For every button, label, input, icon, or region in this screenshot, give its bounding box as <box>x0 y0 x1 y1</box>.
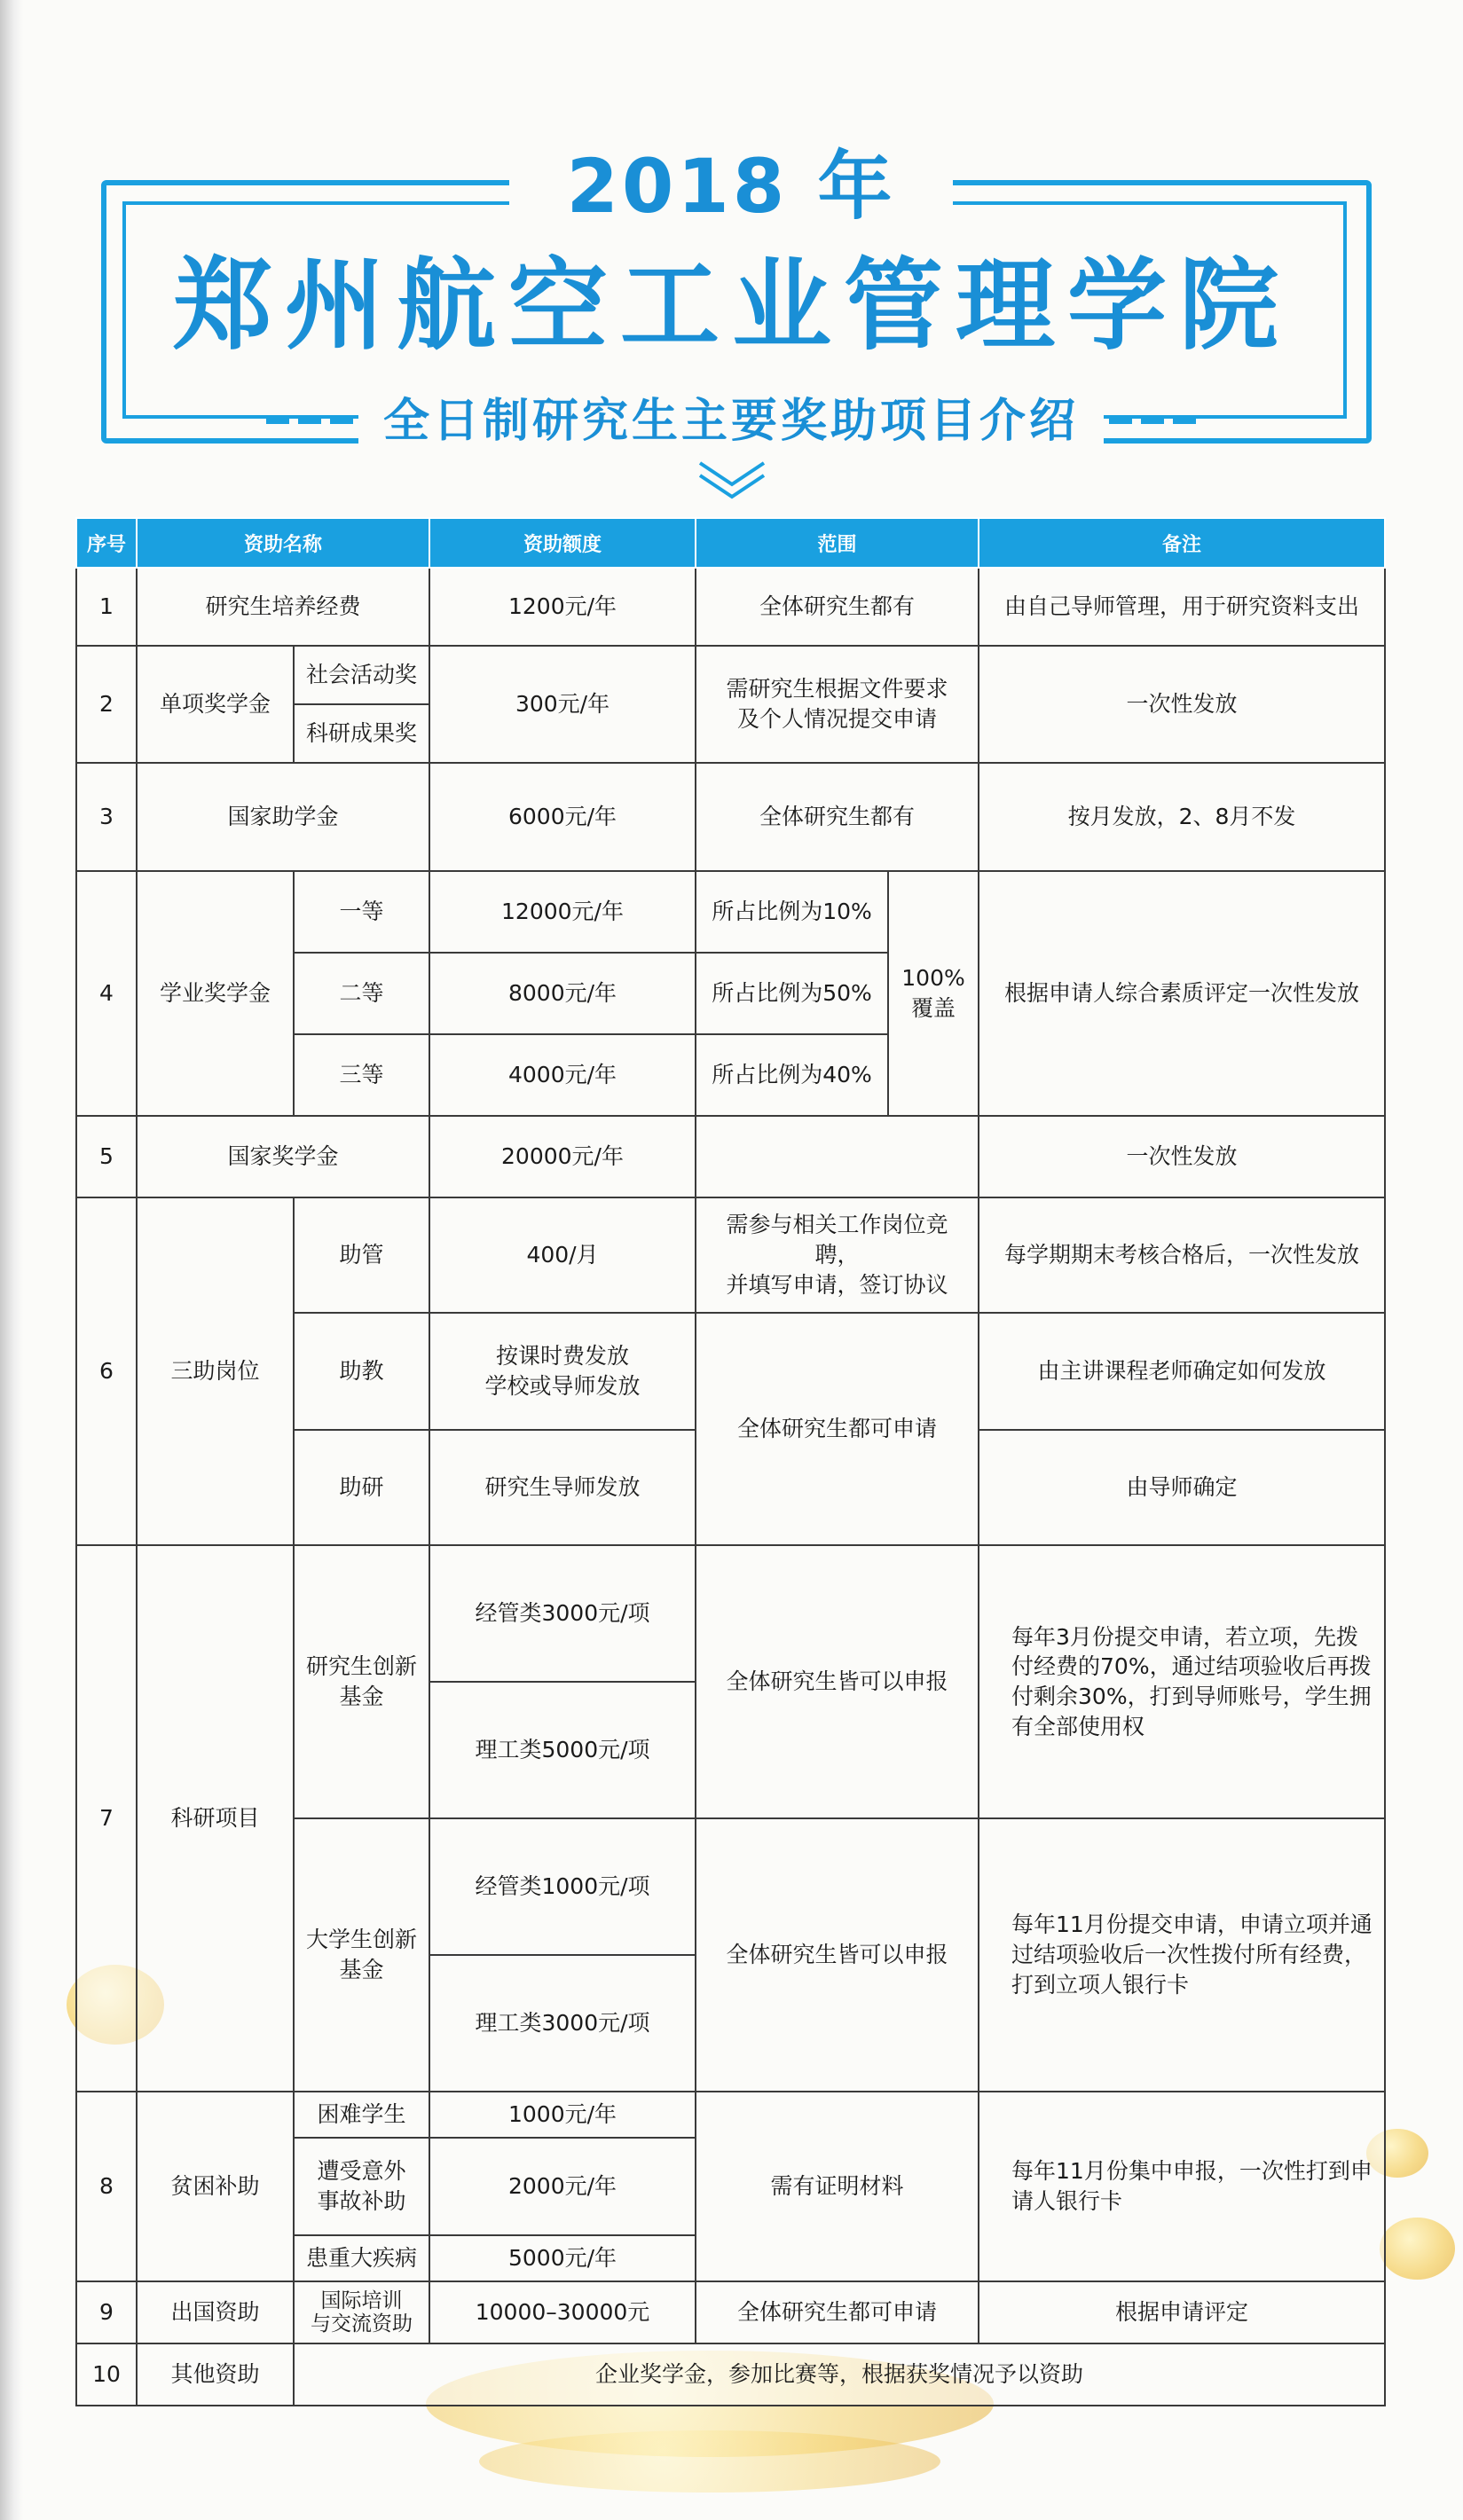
row-amount: 4000元/年 <box>429 1034 696 1116</box>
row-role: 助教 <box>294 1313 429 1430</box>
row-coverage: 100% 覆盖 <box>888 871 979 1116</box>
table-row <box>76 1116 1385 1197</box>
row-fund: 大学生创新 基金 <box>294 1818 429 2092</box>
row-type: 遭受意外 事故补助 <box>294 2138 429 2235</box>
row-scope: 需研究生根据文件要求 及个人情况提交申请 <box>696 646 979 763</box>
row-amount: 10000–30000元 <box>429 2281 696 2343</box>
row-ratio: 所占比例为50% <box>696 953 888 1034</box>
row-ratio: 所占比例为40% <box>696 1034 888 1116</box>
row-note: 由主讲课程老师确定如何发放 <box>979 1313 1385 1430</box>
row-note: 企业奖学金，参加比赛等，根据获奖情况予以资助 <box>294 2343 1385 2406</box>
row-type: 患重大疾病 <box>294 2235 429 2281</box>
row-note: 一次性发放 <box>979 1116 1385 1197</box>
table-row <box>76 568 1385 646</box>
row-no: 6 <box>76 1197 137 1545</box>
row-amount: 经管类1000元/项 <box>429 1818 696 1955</box>
table-row <box>76 1545 1385 1682</box>
row-amount: 8000元/年 <box>429 953 696 1034</box>
table-row <box>76 763 1385 871</box>
subtitle: 全日制研究生主要奖助项目介绍 <box>358 390 1104 452</box>
row-no: 7 <box>76 1545 137 2092</box>
row-scope: 全体研究生都可申请 <box>696 1313 979 1545</box>
header-name: 资助名称 <box>137 518 429 568</box>
table-row <box>76 871 1385 953</box>
row-scope: 需有证明材料 <box>696 2092 979 2281</box>
row-note: 一次性发放 <box>979 646 1385 763</box>
row-amount: 理工类3000元/项 <box>429 1955 696 2092</box>
row-ratio: 所占比例为10% <box>696 871 888 953</box>
school-title: 郑州航空工业管理学院 <box>173 248 1291 364</box>
row-note: 根据申请评定 <box>979 2281 1385 2343</box>
header-scope: 范围 <box>696 518 979 568</box>
header-note: 备注 <box>979 518 1385 568</box>
page-edge-shadow <box>0 0 23 2520</box>
row-amount: 按课时费发放 学校或导师发放 <box>429 1313 696 1430</box>
coin-decoration <box>479 2430 940 2493</box>
row-amount: 经管类3000元/项 <box>429 1545 696 1682</box>
row-subname: 国际培训 与交流资助 <box>294 2281 429 2343</box>
row-role: 助研 <box>294 1430 429 1545</box>
row-amount: 5000元/年 <box>429 2235 696 2281</box>
row-amount: 12000元/年 <box>429 871 696 953</box>
dash-divider-right <box>1109 419 1198 424</box>
row-fund: 研究生创新 基金 <box>294 1545 429 1818</box>
row-no: 4 <box>76 871 137 1116</box>
coin-decoration <box>1380 2218 1455 2280</box>
row-amount: 400/月 <box>429 1197 696 1313</box>
row-subname: 科研成果奖 <box>294 704 429 763</box>
row-name: 其他资助 <box>137 2343 294 2406</box>
table-row <box>76 2343 1385 2406</box>
table-row <box>76 646 1385 704</box>
row-no: 10 <box>76 2343 137 2406</box>
row-note: 根据申请人综合素质评定一次性发放 <box>979 871 1385 1116</box>
header-amount: 资助额度 <box>429 518 696 568</box>
row-grade: 一等 <box>294 871 429 953</box>
header-no: 序号 <box>76 518 137 568</box>
row-name: 出国资助 <box>137 2281 294 2343</box>
row-name: 科研项目 <box>137 1545 294 2092</box>
row-no: 5 <box>76 1116 137 1197</box>
row-type: 困难学生 <box>294 2092 429 2138</box>
row-amount: 1000元/年 <box>429 2092 696 2138</box>
row-note: 由自己导师管理，用于研究资料支出 <box>979 568 1385 646</box>
row-no: 2 <box>76 646 137 763</box>
row-amount: 20000元/年 <box>429 1116 696 1197</box>
row-scope: 全体研究生都有 <box>696 763 979 871</box>
row-no: 9 <box>76 2281 137 2343</box>
row-subname: 社会活动奖 <box>294 646 429 704</box>
row-amount: 6000元/年 <box>429 763 696 871</box>
row-name: 贫困补助 <box>137 2092 294 2281</box>
row-role: 助管 <box>294 1197 429 1313</box>
row-note: 由导师确定 <box>979 1430 1385 1545</box>
row-scope: 全体研究生皆可以申报 <box>696 1545 979 1818</box>
row-amount: 研究生导师发放 <box>429 1430 696 1545</box>
row-amount: 2000元/年 <box>429 2138 696 2235</box>
row-note: 按月发放，2、8月不发 <box>979 763 1385 871</box>
table-row <box>76 2092 1385 2138</box>
table-header-row <box>76 518 1385 568</box>
table-row <box>76 2281 1385 2343</box>
row-note: 每学期期末考核合格后，一次性发放 <box>979 1197 1385 1313</box>
row-amount: 理工类5000元/项 <box>429 1682 696 1818</box>
row-name: 三助岗位 <box>137 1197 294 1545</box>
row-no: 1 <box>76 568 137 646</box>
row-scope: 全体研究生都可申请 <box>696 2281 979 2343</box>
row-name: 学业奖学金 <box>137 871 294 1116</box>
row-no: 8 <box>76 2092 137 2281</box>
row-no: 3 <box>76 763 137 871</box>
row-amount: 300元/年 <box>429 646 696 763</box>
row-note: 每年11月份提交申请，申请立项并通过结项验收后一次性拨付所有经费，打到立项人银行卡 <box>979 1818 1385 2092</box>
row-scope: 需参与相关工作岗位竞聘， 并填写申请，签订协议 <box>696 1197 979 1313</box>
table-row <box>76 1197 1385 1313</box>
year-title: 2018 年 <box>509 151 953 222</box>
row-name: 研究生培养经费 <box>137 568 429 646</box>
row-grade: 二等 <box>294 953 429 1034</box>
row-note: 每年3月份提交申请，若立项，先拨付经费的70%，通过结项验收后再拨付剩余30%，打到导师账号，学生拥有全部使用权 <box>979 1545 1385 1818</box>
row-grade: 三等 <box>294 1034 429 1116</box>
row-amount: 1200元/年 <box>429 568 696 646</box>
row-scope: 全体研究生皆可以申报 <box>696 1818 979 2092</box>
row-name: 国家奖学金 <box>137 1116 429 1197</box>
row-scope: 全体研究生都有 <box>696 568 979 646</box>
dash-divider-left <box>266 419 355 424</box>
row-note: 每年11月份集中申报，一次性打到申请人银行卡 <box>979 2092 1385 2281</box>
row-scope <box>696 1116 979 1197</box>
chevron-down-icon <box>695 458 769 502</box>
funding-table <box>75 517 1386 2406</box>
row-name: 单项奖学金 <box>137 646 294 763</box>
row-name: 国家助学金 <box>137 763 429 871</box>
